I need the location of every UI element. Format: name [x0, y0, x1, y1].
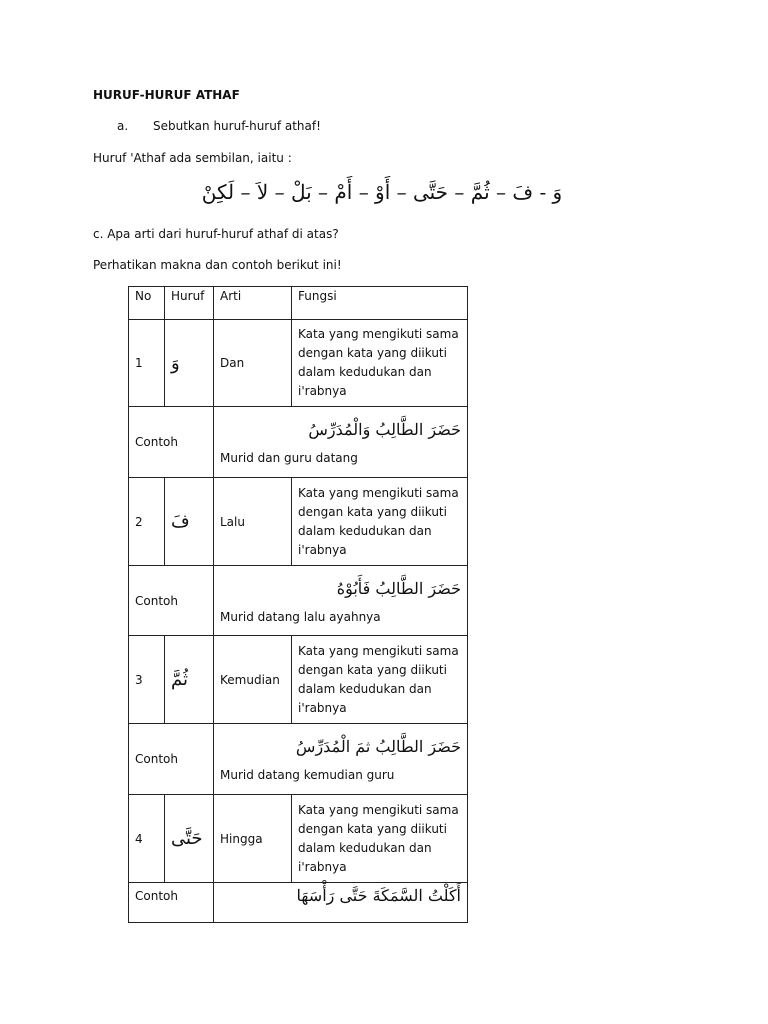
example-row [129, 724, 468, 795]
contoh-cell [214, 407, 468, 478]
contoh-cell [214, 883, 468, 923]
fungsi-line: Kata yang mengikuti sama [298, 643, 459, 658]
fungsi-line: dalam kedudukan dan [298, 523, 432, 538]
huruf-athaf-table [128, 286, 468, 923]
contoh-cell [214, 724, 468, 795]
table-header-row [129, 287, 468, 320]
row-arti: Kemudian [214, 636, 292, 724]
contoh-label: Contoh [129, 566, 214, 636]
example-row [129, 407, 468, 478]
row-no: 4 [129, 795, 165, 883]
fungsi-line: i'rabnya [298, 384, 347, 398]
fungsi-line: i'rabnya [298, 859, 347, 874]
header-fungsi: Fungsi [292, 287, 468, 320]
row-arti: Lalu [214, 478, 292, 566]
fungsi-line: i'rabnya [298, 700, 347, 715]
row-no: 1 [129, 320, 165, 407]
instruction-text: Perhatikan makna dan contoh berikut ini! [93, 258, 342, 272]
contoh-label: Contoh [129, 883, 214, 923]
fungsi-line: dalam kedudukan dan [298, 840, 432, 855]
example-row [129, 566, 468, 636]
header-arti: Arti [214, 287, 292, 320]
contoh-arabic: حَضَرَ الطَّالِبُ وَالْمُدَرِّسُ [308, 420, 461, 439]
contoh-translation: Murid dan guru datang [220, 451, 358, 465]
contoh-translation: Murid datang kemudian guru [220, 768, 395, 782]
header-no: No [129, 287, 165, 320]
fungsi-line: Kata yang mengikuti sama [298, 802, 459, 817]
row-huruf: حَتَّى [165, 795, 214, 883]
row-huruf: وَ [165, 320, 214, 407]
table-row [129, 320, 468, 407]
question-c: c. Apa arti dari huruf-huruf athaf di atas? [93, 227, 339, 241]
contoh-arabic: أَكَلْتُ السَّمَكَةَ حَتَّى رَأْسَهَا [296, 886, 461, 905]
table-row [129, 478, 468, 566]
row-fungsi [292, 795, 468, 883]
row-fungsi [292, 320, 468, 407]
table-row [129, 636, 468, 724]
row-fungsi [292, 478, 468, 566]
contoh-translation: Murid datang lalu ayahnya [220, 609, 381, 624]
table-row [129, 795, 468, 883]
header-huruf: Huruf [165, 287, 214, 320]
fungsi-line: dalam kedudukan dan [298, 365, 432, 379]
contoh-arabic: حَضَرَ الطَّالِبُ فَأَبُوْهُ [336, 578, 461, 598]
fungsi-line: dengan kata yang diikuti [298, 821, 447, 836]
question-a-marker: a. [117, 119, 129, 133]
fungsi-line: i'rabnya [298, 542, 347, 557]
row-huruf: فَ [165, 478, 214, 566]
fungsi-line: dalam kedudukan dan [298, 681, 432, 696]
fungsi-line: dengan kata yang diikuti [298, 504, 447, 519]
contoh-label: Contoh [129, 724, 214, 795]
fungsi-line: Kata yang mengikuti sama [298, 485, 459, 500]
row-no: 3 [129, 636, 165, 724]
fungsi-line: Kata yang mengikuti sama [298, 327, 459, 341]
row-arti: Dan [214, 320, 292, 407]
row-no: 2 [129, 478, 165, 566]
example-row [129, 883, 468, 923]
contoh-label: Contoh [129, 407, 214, 478]
athaf-letters-list: وَ - فَ – ثُمَّ – حَتَّى – أَوْ – أَمْ – بَلْ – لاَ – لَكِنْ [201, 180, 563, 204]
row-huruf: ثُمَّ [165, 636, 214, 724]
contoh-cell [214, 566, 468, 636]
row-fungsi [292, 636, 468, 724]
contoh-arabic: حَضَرَ الطَّالِبُ ثمَ الْمُدَرِّسُ [295, 737, 461, 756]
row-arti: Hingga [214, 795, 292, 883]
intro-text: Huruf 'Athaf ada sembilan, iaitu : [93, 151, 292, 165]
question-a [117, 118, 321, 134]
fungsi-line: dengan kata yang diikuti [298, 346, 447, 360]
question-a-text: Sebutkan huruf-huruf athaf! [153, 119, 321, 133]
fungsi-line: dengan kata yang diikuti [298, 662, 447, 677]
document-title: HURUF-HURUF ATHAF [93, 88, 240, 102]
